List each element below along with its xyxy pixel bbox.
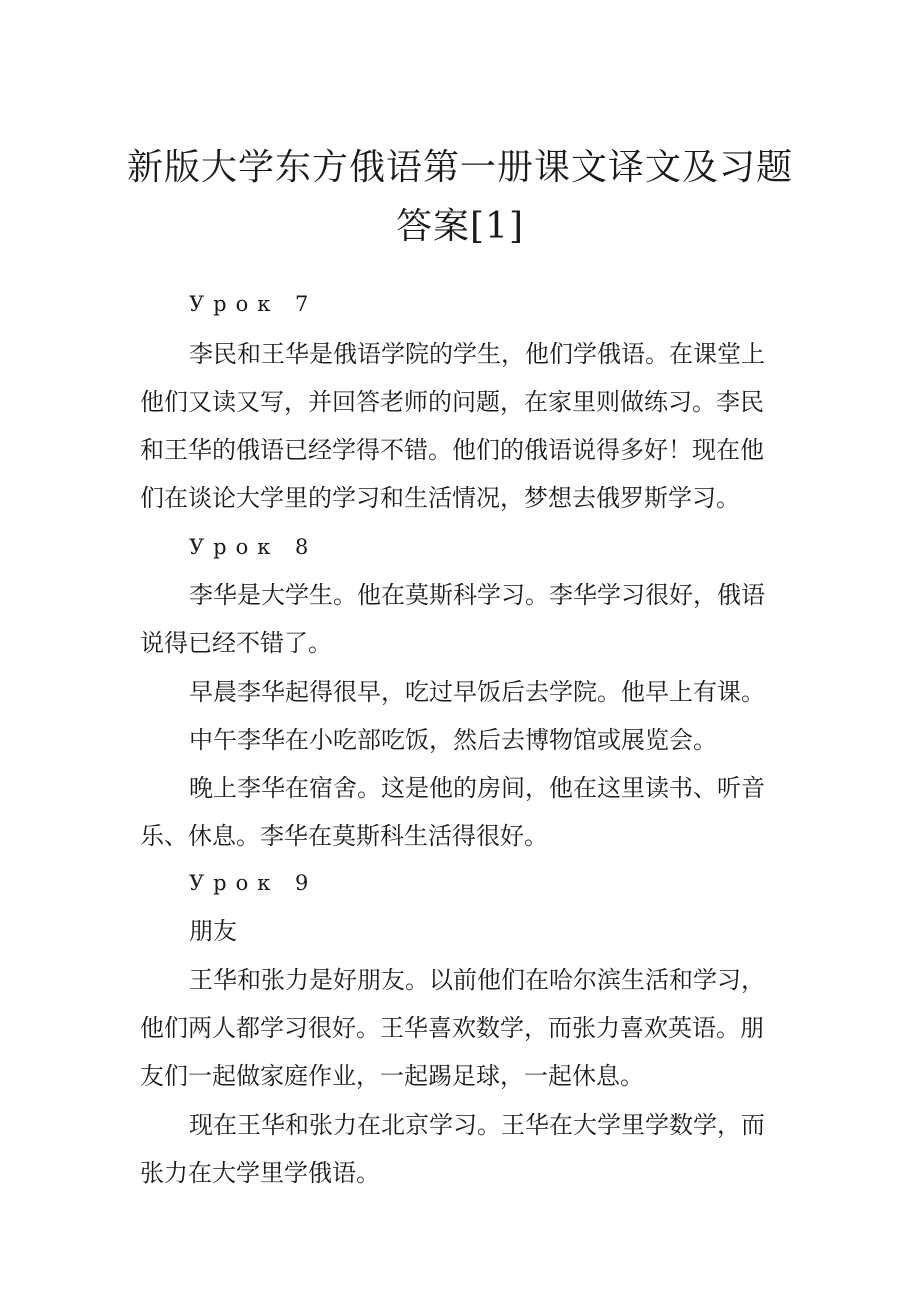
lesson-9-paragraph-line: 他们两人都学习很好。王华喜欢数学，而张力喜欢英语。朋 (140, 1014, 764, 1042)
lesson-8-paragraph-line: 李华是大学生。他在莫斯科学习。李华学习很好，俄语 (189, 581, 765, 609)
lesson-9-paragraph-line: 现在王华和张力在北京学习。王华在大学里学数学，而 (189, 1111, 765, 1139)
document-title-continued: 答案[1] (396, 206, 524, 247)
lesson-8-paragraph-line: 早晨李华起得很早，吃过早饭后去学院。他早上有课。 (189, 678, 765, 706)
lesson-8-paragraph-line: 乐、休息。李华在莫斯科生活得很好。 (140, 822, 548, 850)
lesson-8-heading: Урок 8 (189, 535, 318, 559)
lesson-7-paragraph-line: 他们又读又写，并回答老师的问题，在家里则做练习。李民 (140, 388, 764, 416)
lesson-7-paragraph-line: 和王华的俄语已经学得不错。他们的俄语说得多好！现在他 (140, 436, 764, 464)
lesson-9-subtitle: 朋友 (189, 917, 237, 945)
lesson-9-paragraph-line: 友们一起做家庭作业，一起踢足球，一起休息。 (140, 1062, 644, 1090)
lesson-7-paragraph-line: 们在谈论大学里的学习和生活情况，梦想去俄罗斯学习。 (140, 484, 740, 512)
document-title: 新版大学东方俄语第一册课文译文及习题 (126, 147, 793, 188)
lesson-9-paragraph-line: 王华和张力是好朋友。以前他们在哈尔滨生活和学习， (189, 966, 765, 994)
lesson-8-paragraph-line: 中午李华在小吃部吃饭，然后去博物馆或展览会。 (189, 726, 717, 754)
lesson-8-paragraph-line: 说得已经不错了。 (140, 629, 332, 657)
lesson-9-paragraph-line: 张力在大学里学俄语。 (140, 1159, 380, 1187)
lesson-7-heading: Урок 7 (189, 292, 318, 316)
lesson-7-paragraph-line: 李民和王华是俄语学院的学生，他们学俄语。在课堂上 (189, 340, 765, 368)
lesson-9-heading: Урок 9 (189, 871, 318, 895)
lesson-8-paragraph-line: 晚上李华在宿舍。这是他的房间，他在这里读书、听音 (189, 774, 765, 802)
